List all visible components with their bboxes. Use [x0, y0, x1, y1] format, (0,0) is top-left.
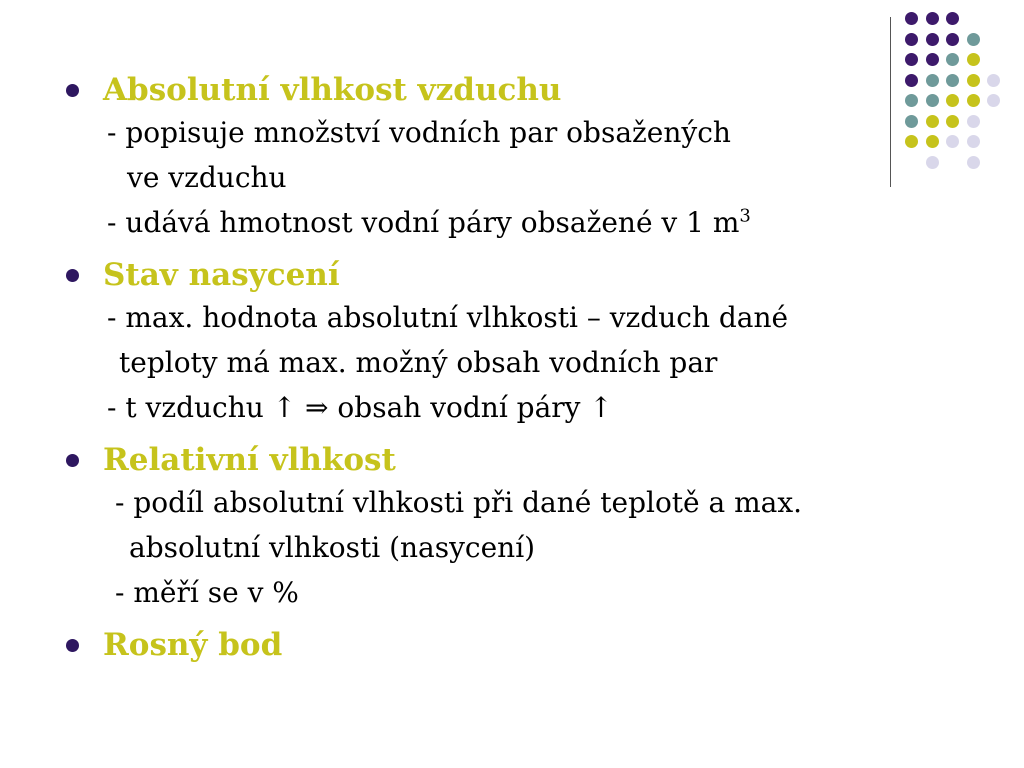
bullet-icon [66, 454, 79, 467]
bullet-icon [66, 269, 79, 282]
decorative-dot [967, 94, 980, 107]
decorative-dot [946, 53, 959, 66]
decorative-dot [967, 115, 980, 128]
item-heading: Absolutní vlhkost vzduchu [103, 72, 562, 108]
decorative-dot [905, 12, 918, 25]
list-item-relative-humidity [66, 440, 926, 615]
decorative-dot [926, 115, 939, 128]
decorative-dot [926, 156, 939, 169]
decorative-dot [926, 135, 939, 148]
decorative-dot [926, 94, 939, 107]
decorative-dot [946, 74, 959, 87]
item-line: - max. hodnota absolutní vlhkosti – vzduch dané [107, 301, 789, 334]
list-item-dew-point [66, 625, 926, 665]
slide-content [66, 70, 926, 675]
decorative-dot [905, 33, 918, 46]
decorative-dot [967, 74, 980, 87]
item-line: absolutní vlhkosti (nasycení) [129, 531, 536, 564]
decorative-dot [987, 94, 1000, 107]
decorative-dot [967, 156, 980, 169]
item-line: ve vzduchu [127, 161, 287, 194]
decorative-dot [987, 74, 1000, 87]
decorative-dot [926, 12, 939, 25]
decorative-dot [946, 115, 959, 128]
decorative-dot [926, 33, 939, 46]
superscript: 3 [739, 205, 751, 227]
item-heading: Relativní vlhkost [103, 442, 396, 478]
decorative-dot [905, 53, 918, 66]
decorative-dot [946, 94, 959, 107]
item-line-text: - udává hmotnost vodní páry obsažené v 1 m [107, 206, 740, 239]
decorative-dot [967, 135, 980, 148]
decorative-dot [967, 33, 980, 46]
bullet-icon [66, 639, 79, 652]
list-item-absolute-humidity [66, 70, 926, 245]
decorative-dot [946, 12, 959, 25]
item-heading: Stav nasycení [103, 257, 340, 293]
item-line: - podíl absolutní vlhkosti při dané teplotě a max. [115, 486, 803, 519]
item-line: teploty má max. možný obsah vodních par [119, 346, 718, 379]
item-line: - měří se v % [115, 576, 299, 609]
decorative-dot [967, 53, 980, 66]
item-line: - t vzduchu ↑ ⇒ obsah vodní páry ↑ [107, 391, 613, 424]
decorative-dot [946, 135, 959, 148]
decorative-dot [926, 74, 939, 87]
item-line: - popisuje množství vodních par obsažených [107, 116, 731, 149]
item-heading: Rosný bod [103, 627, 283, 663]
bullet-icon [66, 84, 79, 97]
decorative-dot [946, 33, 959, 46]
decorative-dot [926, 53, 939, 66]
item-line-with-superscript [103, 200, 926, 245]
list-item-saturation [66, 255, 926, 430]
